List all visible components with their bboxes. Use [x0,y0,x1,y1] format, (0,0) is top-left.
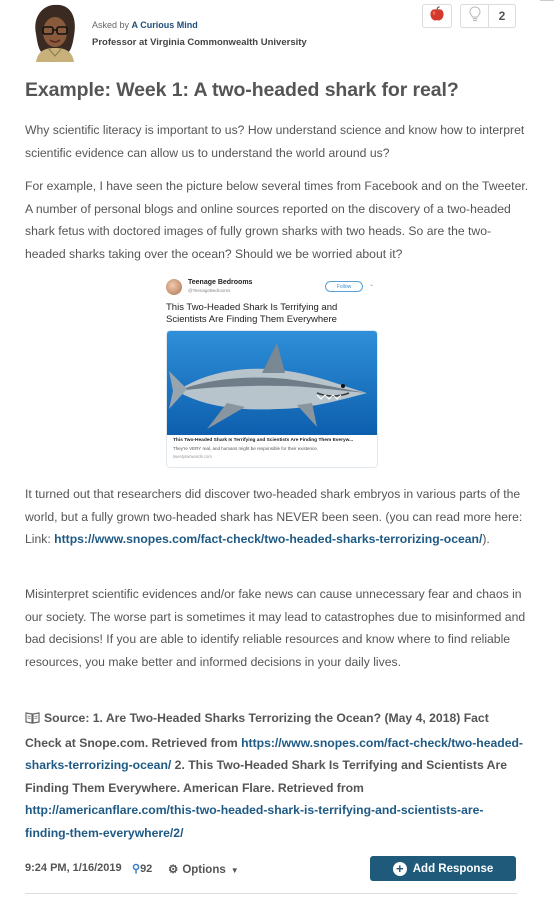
source-text-2: 2. This Two-Headed Shark Is Terrifying and Scientists Are Finding Them Everywhere. American Flare. Retrieved from [25,758,507,795]
source-link-1[interactable]: https://www.snopes.com/fact-check/two-headed-sharks-terrorizing-ocean/ [25,735,523,772]
tweet-handle: @TeenageBedrooms [188,288,231,293]
asked-by-line [92,20,198,30]
tweet-avatar [166,279,182,295]
tweet-follow-button: Follow [325,281,363,292]
tweet-card-description: They're VERY real, and humans might be responsible for their existence. [173,446,319,451]
post-timestamp: 9:24 PM, 1/16/2019 [25,862,122,874]
apple-button[interactable] [422,4,452,28]
snopes-link[interactable]: https://www.snopes.com/fact-check/two-headed-sharks-terrorizing-ocean/ [54,532,483,546]
source-link-2[interactable]: http://americanflare.com/this-two-headed-shark-is-terrifying-and-scientists-are-finding-them-everywhere/2/ [25,803,484,840]
asked-by-prefix: Asked by [92,20,132,30]
post-title: Example: Week 1: A two-headed shark for real? [25,79,459,101]
paragraph-findings [25,483,530,551]
options-label: Options [182,864,226,876]
view-count-value: 92 [140,863,153,875]
post-footer [25,856,517,882]
paragraph-example: For example, I have seen the picture below several times from Facebook and on the Tweeter. A number of personal blogs and online sources reported on the discovery of a two-headed shark fetus with doctored images of fully grown sharks with two heads. So are the two-headed sharks taking over the ocean? Should we be worried about it? [25,179,529,261]
gear-icon: ⚙ [168,864,179,876]
tweet-headline: This Two-Headed Shark Is Terrifying and Scientists Are Finding Them Everywhere [166,302,338,325]
findings-end: ). [482,532,490,546]
reaction-buttons [422,4,516,28]
author-affiliation: Professor at Virginia Commonwealth University [92,37,307,48]
findings-text: It turned out that researchers did discover two-headed shark embryos in various parts of the world, but a fully grown two-headed shark has NEVER been seen. (you can read more here: Link: [25,487,523,546]
tweet-card-site: twentytwowords.com [173,454,212,459]
add-response-button[interactable] [370,856,516,881]
shark-photo [167,331,378,435]
corner-divider [540,0,554,1]
tweet-card [166,330,378,468]
embedded-tweet-image [164,276,378,470]
source-label: Source: [44,711,90,725]
source-text-1: 1. Are Two-Headed Sharks Terrorizing the Ocean? (May 4, 2018) Fact Check at Snope.com. Retrieved from [25,711,489,750]
bottom-divider [25,893,517,894]
chevron-down-icon: ⌄ [369,282,375,288]
tweet-card-title: This Two-Headed Shark Is Terrifying and Scientists Are Finding Them Everyw... [173,438,354,443]
lightbulb-button[interactable] [461,5,489,27]
book-icon [25,709,40,732]
add-response-label: Add Response [412,862,494,875]
apple-icon [429,6,445,27]
views-icon: ⚲ [132,863,141,875]
plus-circle-icon: + [393,862,407,876]
view-count [132,862,152,875]
paragraph-intro: Why scientific literacy is important to us? How understand science and know how to interpret scientific evidence can allow us to understand the world around us? [25,123,525,160]
options-menu[interactable] [168,862,239,876]
source-section [25,707,525,844]
author-name[interactable]: A Curious Mind [131,20,198,30]
avatar[interactable] [30,4,80,62]
paragraph-conclusion: Misinterpret scientific evidences and/or fake news can cause unnecessary fear and chaos in our society. The worse part is sometimes it may lead to catastrophes due to misinformed and bad decisions! If you are able to identify reliable resources and know where to find reliable resources, you make better and informed decisions in your daily lives. [25,587,526,669]
tweet-account-name: Teenage Bedrooms [188,279,253,286]
caret-down-icon: ▼ [230,866,239,875]
lightbulb-group [460,4,516,28]
lightbulb-count: 2 [498,9,506,23]
lightbulb-icon [469,6,481,27]
